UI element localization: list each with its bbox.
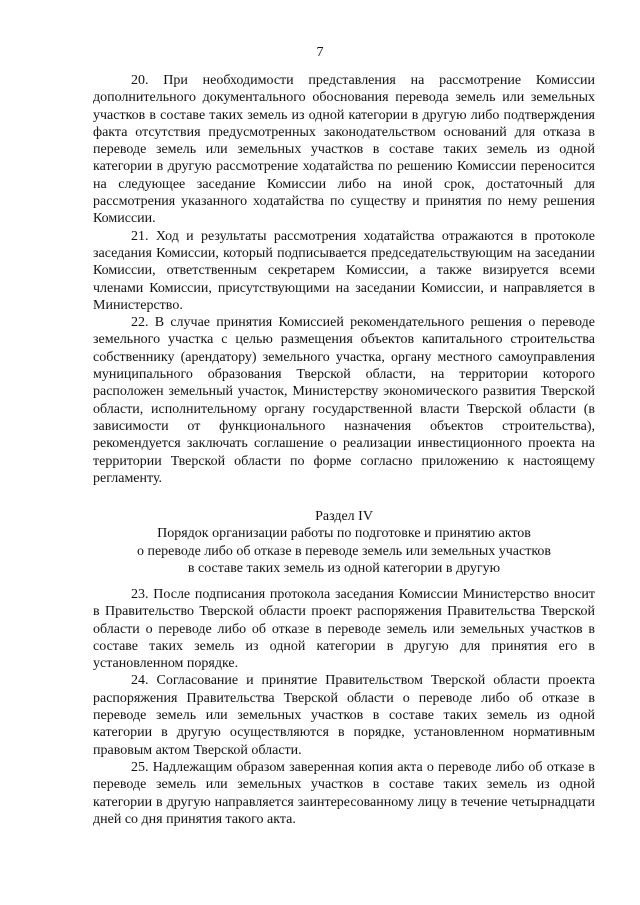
page-number: 7 [316, 45, 324, 60]
paragraphs-after-section [93, 586, 595, 828]
paragraph-21: 21. Ход и результаты рассмотрения ходатайства отражаются в протоколе заседания Комиссии, который подписывается председательствующим на заседании Комиссии, ответственным секретарем Комиссии, а также визируется всеми членами Комиссии, присутствующими на заседании Комиссии, и направляется в Министерство. [93, 228, 595, 313]
paragraphs-before-section [93, 72, 595, 487]
section-title-line-1: Порядок организации работы по подготовке и принятию актов [157, 526, 531, 542]
section-number: Раздел IV [315, 509, 373, 524]
section-title-line-2: о переводе либо об отказе в переводе земель или земельных участков [136, 543, 552, 559]
paragraph-22: 22. В случае принятия Комиссией рекомендательного решения о переводе земельного участка с целью размещения объектов капитального строительства собственнику (арендатору) земельного участка, органу местного самоуправления муниципального образования Тверской области, на территории которого расположен земельный участок, Министерству экономического развития Тверской области, исполнительному органу государственной власти Тверской области (в зависимости от функционального назначения объектов строительства), рекомендуется заключать соглашение о реализации инвестиционного проекта на территории Тверской области по форме согласно приложению к настоящему регламенту. [93, 315, 595, 486]
paragraph-23: 23. После подписания протокола заседания Комиссии Министерство вносит в Правительство Тверской области проект распоряжения Правительства Тверской области о переводе либо об отказе в переводе земель или земельных участков в составе таких земель из одной категории в другую для принятия его в установленном порядке. [93, 587, 595, 672]
paragraph-24: 24. Согласование и принятие Правительством Тверской области проекта распоряжения Правительства Тверской области о переводе либо об отказе в переводе земель или земельных участков в составе таких земель из одной категории в другую осуществляются в порядке, установленном нормативным правовым актом Тверской области. [93, 673, 595, 758]
paragraph-25: 25. Надлежащим образом заверенная копия акта о переводе либо об отказе в переводе земель или земельных участков в составе таких земель из одной категории в другую направляется заинтересованному лицу в течение четырнадцати дней со дня принятия такого акта. [93, 759, 595, 827]
section-title-line-3: в составе таких земель из одной категории в другую [187, 560, 501, 576]
section-heading [93, 508, 595, 577]
paragraph-20: 20. При необходимости представления на рассмотрение Комиссии дополнительного документального обоснования перевода земель или земельных участков в составе таких земель из одной категории в другую либо подтверждения факта отсутствия предусмотренных законодательством оснований для отказа в переводе земель или земельных участков в составе таких земель из одной категории в другую рассмотрение ходатайства по решению Комиссии переносится на следующее заседание Комиссии либо на иной срок, достаточный для рассмотрения указанного ходатайства по существу и принятия по нему решения Комиссии. [93, 73, 595, 227]
